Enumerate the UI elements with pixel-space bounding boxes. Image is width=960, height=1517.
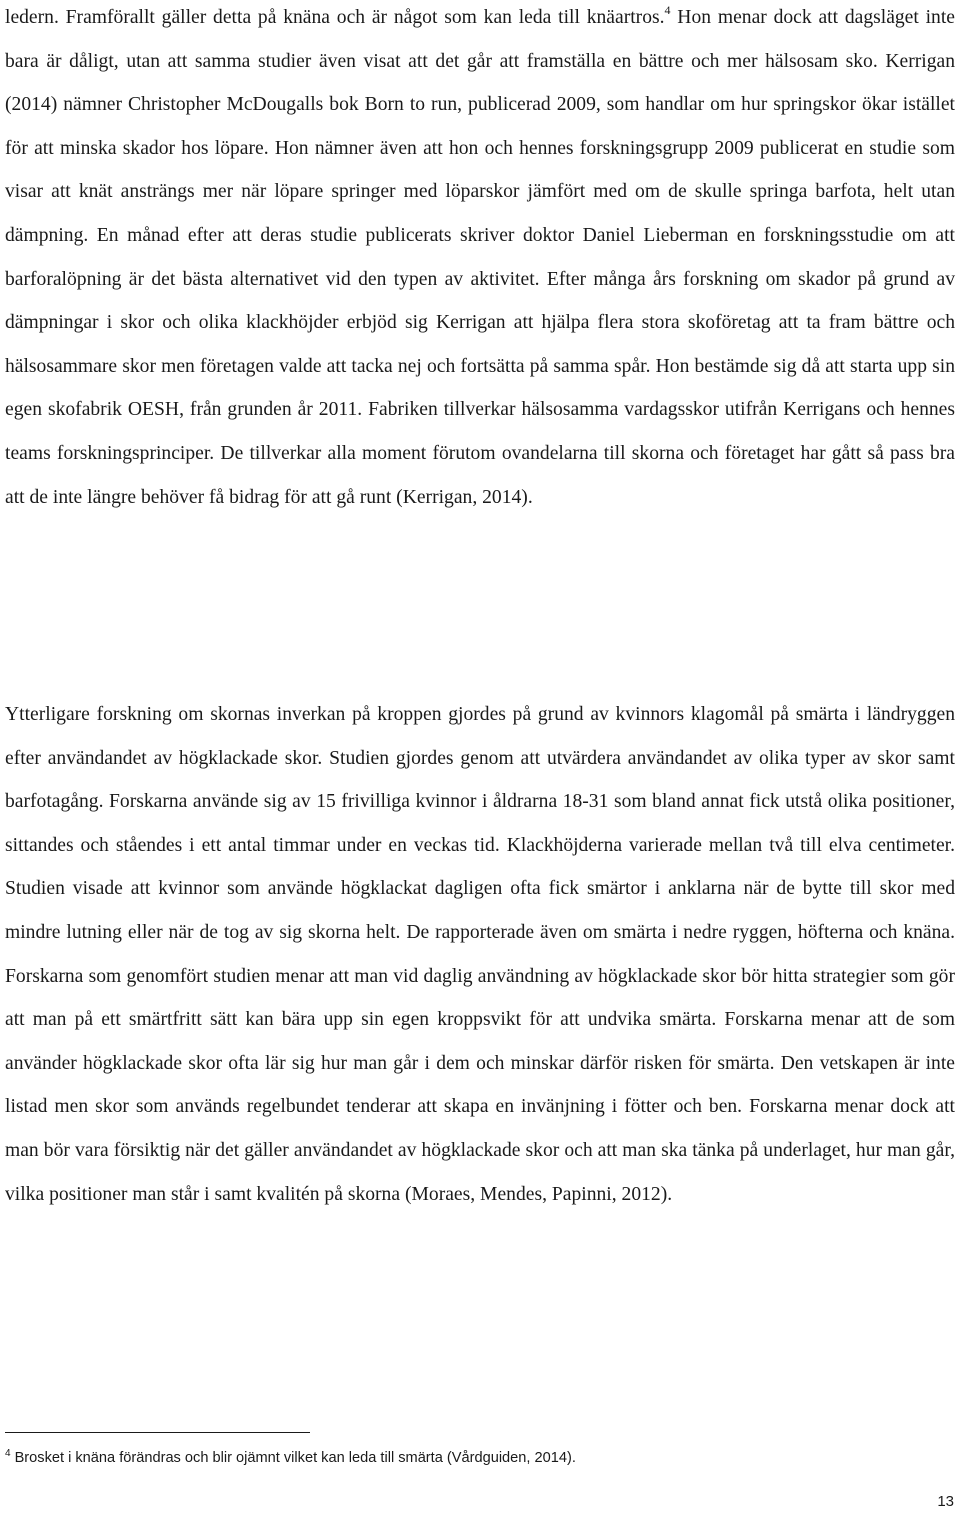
footnote-reference[interactable]: 4: [664, 3, 671, 17]
body-paragraph-1: [5, 0, 955, 519]
footnote: [5, 1449, 576, 1467]
body-paragraph-2: Ytterligare forskning om skornas inverkan på kroppen gjordes på grund av kvinnors klagomål på smärta i ländryggen efter användandet av högklackade skor. Studien gjordes genom att utvärdera användandet av olika typer av skor samt barfotagång. Forskarna använde sig av 15 frivilliga kvinnor i åldrarna 18-31 som bland annat fick utstå olika positioner, sittandes och ståendes i ett antal timmar under en veckas tid. Klackhöjderna varierade mellan två till elva centimeter. Studien visade att kvinnor som använde högklackat dagligen ofta fick smärtor i anklarna när de bytte till skor med mindre lutning eller när de tog av sig skorna helt. De rapporterade även om smärta i nedre ryggen, höfterna och knäna. Forskarna som genomfört studien menar att man vid daglig användning av högklackade skor bör hitta strategier som gör att man på ett smärtfritt sätt kan bära upp sin egen kroppsvikt för att undvika smärta. Forskarna menar att de som använder högklackade skor ofta lär sig hur man går i dem och minskar därför risken för smärta. Den vetskapen är inte listad men skor som används regelbundet tenderar att skapa en invänjning i fötter och ben. Forskarna menar dock att man bör vara försiktig när det gäller användandet av högklackade skor och att man ska tänka på underlaget, hur man går, vilka positioner man står i samt kvalitén på skorna (Moraes, Mendes, Papinni, 2012).: [5, 704, 955, 1205]
page-number: 13: [937, 1493, 954, 1510]
paragraph-1-text-start: ledern. Framförallt gäller detta på knäna och är något som kan leda till knäartros.: [5, 7, 665, 28]
footnote-number: 4: [5, 1448, 11, 1459]
paragraph-1-text-rest: Hon menar dock att dagsläget inte bara är dåligt, utan att samma studier även visat att det går att framställa en bättre och mer hälsosam sko. Kerrigan (2014) nämner Christopher McDougalls bok Born to run, publicerad 2009, som handlar om hur springskor ökar istället för att minska skador hos löpare. Hon nämner även att hon och hennes forskningsgrupp 2009 publicerat en studie som visar att knät ansträngs mer när löpare springer med löparskor jämfört med om de skulle springa barfota, helt utan dämpning. En månad efter att deras studie publicerats skriver doktor Daniel Lieberman en forskningsstudie om att barforalöpning är det bästa alternativet vid den typen av aktivitet. Efter många års forskning om skador på grund av dämpningar i skor och olika klackhöjder erbjöd sig Kerrigan att hjälpa flera stora skoföretag att ta fram bättre och hälsosammare skor men företagen valde att tacka nej och fortsätta på samma spår. Hon bestämde sig då att starta upp sin egen skofabrik OESH, från grunden år 2011. Fabriken tillverkar hälsosamma vardagsskor utifrån Kerrigans och hennes teams forskningsprinciper. De tillverkar alla moment förutom ovandelarna till skorna och företaget har gått så pass bra att de inte längre behöver få bidrag för att gå runt (Kerrigan, 2014).: [5, 7, 955, 508]
footnote-separator: [5, 1432, 310, 1433]
footnote-text: Brosket i knäna förändras och blir ojämnt vilket kan leda till smärta (Vårdguiden, 2014).: [14, 1450, 576, 1466]
